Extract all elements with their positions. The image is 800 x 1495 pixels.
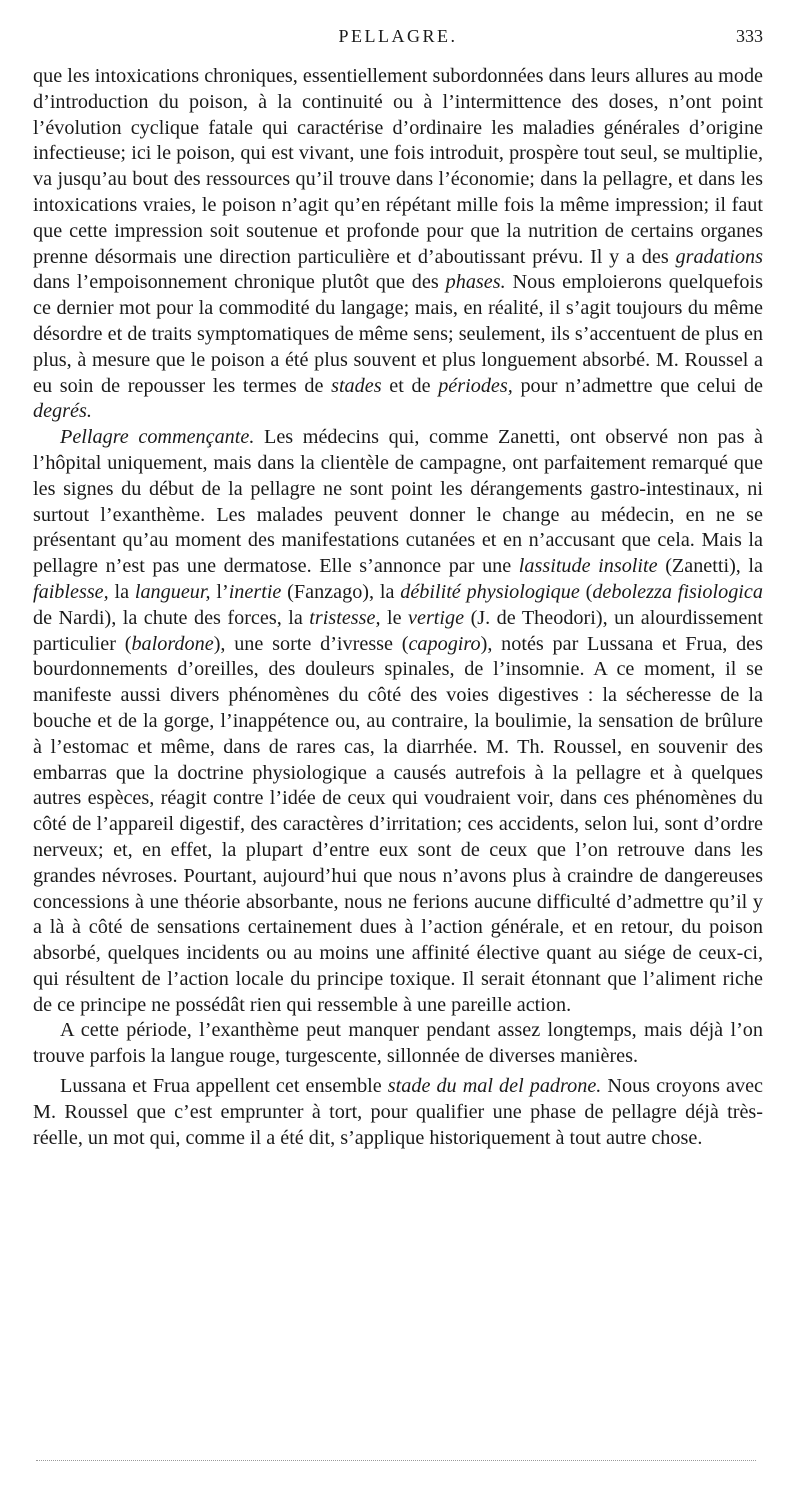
italic-run: tristesse, <box>309 606 381 629</box>
text-run: (Zanetti), la <box>657 555 764 578</box>
italic-run: périodes, <box>438 374 513 397</box>
text-run: et de <box>381 374 439 397</box>
text-run: la <box>108 580 135 603</box>
text-run: Lussana et Frua appellent cet ensemble <box>60 1075 388 1098</box>
italic-run: debolezza fisiologica <box>592 580 763 603</box>
text-run: ), notés par Lussana et Frua, des bourdonnements d’oreilles, des douleurs spinales, de l’insomnie. A ce moment, il se manifeste aussi divers phénomènes du côté des voies digestives : la sécheresse de la bouche et de la gorge, l’inappétence ou, au contraire, la boulimie, la sensation de brûlure à l’estomac et même, dans de rares cas, la diarrhée. M. Th. Roussel, en souvenir des embarras que la doctrine physiologique a causés autrefois à la pellagre et à quelques autres espèces, réagit contre l’idée de ceux qui voudraient voir, dans ces phénomènes du côté de l’appareil digestif, des caractères d’irritation; ces accidents, selon lui, sont d’ordre nerveux; et, en effet, la plupart d’entre eux sont de ceux que l’on retrouve dans les grandes névroses. Pourtant, aujourd’hui que nous n’avons plus à craindre de dangereuses concessions à une théorie absorbante, nous ne ferions aucune difficulté d’admettre qu’il y a là à côté de sensations certainement dues à l’action générale, et en retour, du poison absorbé, quelques incidents ou au moins une affinité élective quant au siége de ceux-ci, qui résultent de l’action locale du principe toxique. Il serait étonnant que l’aliment riche de ce principe ne possédât rien qui ressemble à une pareille action. <box>33 632 763 1016</box>
paragraph <box>33 64 763 425</box>
footer-dotted-rule <box>36 1460 756 1461</box>
body-text <box>33 64 763 1151</box>
italic-run: balordone <box>131 632 214 655</box>
italic-run: phases. <box>445 271 506 294</box>
paragraph <box>33 1018 763 1070</box>
italic-run: capogiro <box>408 632 481 655</box>
text-run: que les intoxications chroniques, essentiellement subordonnées dans leurs allures au mode d’introduction du poison, à la continuité ou à l’intermittence des doses, n’ont point l’évolution cyclique fatale qui caractérise d’ordinaire les maladies générales d’origine infectieuse; ici le poison, qui est vivant, une fois introduit, prospère tout seul, se multiplie, va jusqu’au bout des ressources qu’il trouve dans l’économie; dans la pellagre, et dans les intoxications vraies, le poison n’agit qu’en répétant mille fois la même impression; il faut que cette impression soit soutenue et profonde pour que la nutrition de certains organes prenne désormais une direction particulière et d’aboutissant prévu. Il y a des <box>33 65 763 268</box>
text-run: Nous emploierons quelquefois ce dernier mot pour la commodité du langage; mais, en réalité, il s’agit toujours du même désordre et de traits symptomatiques de même sens; seulement, ils s’accentuent de plus en plus, à mesure que le poison a été plus souvent et plus longuement absorbé. M. Roussel a eu soin de repousser les termes de <box>33 271 763 397</box>
italic-run: faiblesse, <box>33 580 109 603</box>
text-run: ), une sorte d’ivresse ( <box>213 632 409 655</box>
text-run: dans l’empoisonnement chronique plutôt que des <box>33 271 446 294</box>
text-run: de Nardi), la chute des forces, la <box>33 606 310 629</box>
text-run: (Fanzago), la <box>281 580 401 603</box>
italic-run: stades <box>331 374 382 397</box>
text-run: Les médecins qui, comme Zanetti, ont observé non pas à l’hôpital uniquement, mais dans la clientèle de campagne, ont parfaitement remarqué que les signes du début de la pellagre ne sont point les dérangements gastro-intestinaux, ni surtout l’exanthème. Les malades peuvent donner le change au médecin, en ne se présentant qu’au moment des manifestations cutanées et en n’accusant que cela. Mais la pellagre n’est pas une dermatose. Elle s’annonce par une <box>33 426 764 578</box>
page-number: 333 <box>736 26 763 46</box>
text-run: l’ <box>210 580 229 603</box>
paragraph <box>33 425 763 1018</box>
text-run: A cette période, l’exanthème peut manquer pendant assez longtemps, mais déjà l’on trouve parfois la langue rouge, turgescente, sillonnée de diverses manières. <box>33 1019 763 1068</box>
italic-run: inertie <box>228 580 282 603</box>
running-title: PELLAGRE. <box>338 26 458 46</box>
page-header <box>33 26 763 54</box>
italic-run: débilité physiologique <box>400 580 580 603</box>
italic-run: Pellagre commençante. <box>60 426 255 449</box>
paragraph <box>33 1074 763 1151</box>
text-run: ( <box>579 580 593 603</box>
book-page <box>33 26 763 1151</box>
italic-run: lassitude insolite <box>518 555 658 578</box>
text-run: Nous croyons avec M. Roussel que c’est emprunter à tort, pour qualifier une phase de pellagre déjà très-réelle, un mot qui, comme il a été dit, s’applique historiquement à tout autre chose. <box>33 1075 764 1149</box>
text-run: pour n’admettre que celui de <box>512 374 763 397</box>
italic-run: gradations <box>675 245 763 268</box>
italic-run: degrés. <box>33 400 92 423</box>
text-run: le <box>380 606 409 629</box>
italic-run: stade du mal del padrone. <box>387 1075 602 1098</box>
italic-run: vertige <box>408 606 465 629</box>
italic-run: langueur, <box>134 580 211 603</box>
text-run: (J. de Theodori), un alourdissement particulier ( <box>33 606 763 655</box>
